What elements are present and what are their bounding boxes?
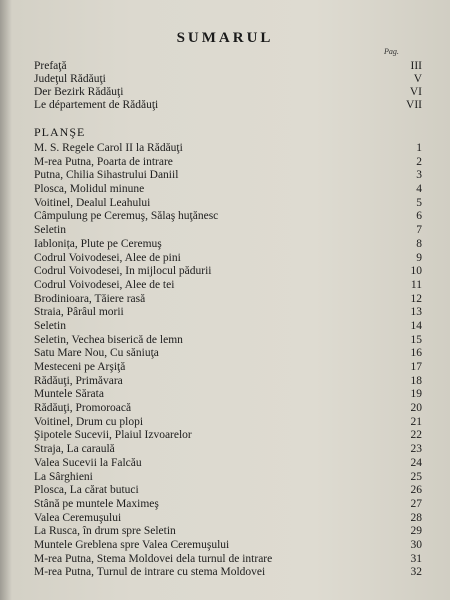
page-column-label: Pag. [384, 47, 399, 56]
toc-entry-title: M-rea Putna, Stema Moldovei dela turnul de intrare [34, 552, 273, 565]
toc-entry [34, 347, 422, 361]
toc-entry-page: 24 [410, 456, 422, 469]
toc-entry-title: Codrul Voivodesei, In mijlocul pădurii [34, 265, 212, 278]
toc-entry-title: Seletin [34, 224, 66, 237]
toc-entry-title: Codrul Voivodesei, Alee de pini [34, 251, 181, 264]
toc-entry-page: 19 [410, 388, 422, 401]
toc-entry-title: Der Bezirk Rădăuţi [34, 86, 124, 98]
toc-entry-title: Plosca, Molidul minune [34, 183, 145, 196]
toc-entry [34, 278, 422, 293]
toc-entry-page: III [410, 60, 422, 72]
toc-entry-title: Iablonița, Plute pe Ceremuş [34, 237, 162, 250]
toc-entry [34, 60, 422, 72]
toc-entry-title: Codrul Voivodesei, Alee de tei [34, 278, 175, 291]
toc-entry-page: 22 [410, 429, 422, 442]
toc-entry [34, 237, 422, 252]
toc-entry [34, 183, 422, 197]
toc-entry-page: 11 [410, 278, 422, 291]
toc-entry [34, 443, 422, 457]
toc-entry [34, 456, 422, 471]
toc-entry-title: Seletin [34, 319, 66, 332]
toc-entry [34, 566, 422, 580]
toc-entry [34, 196, 422, 211]
toc-entry [34, 525, 422, 539]
toc-entry [34, 415, 422, 430]
toc-entry-title: Straia, Pârâul morii [34, 306, 124, 319]
toc-entry-title: Plosca, La cărat butuci [34, 484, 139, 497]
toc-entry-page: 29 [410, 525, 422, 538]
toc-entry-title: Stână pe muntele Maximeş [34, 497, 159, 510]
toc-entry-page: 17 [410, 361, 422, 373]
toc-entry-page: VI [409, 86, 422, 98]
toc-entry-title: Voitinel, Dealul Leahului [34, 196, 151, 209]
toc-entry [34, 552, 422, 567]
toc-entry-page: 12 [410, 292, 422, 305]
toc-entry [34, 333, 422, 348]
toc-entry [34, 402, 422, 416]
toc-entry-title: Rădăuţi, Primăvara [34, 374, 123, 387]
toc-entry-title: Valea Ceremuşului [34, 511, 122, 524]
toc-entry-page: 15 [410, 333, 422, 346]
toc-entry [34, 86, 422, 98]
toc-entry-title: Judeţul Rădăuţi [34, 73, 106, 85]
toc-entry-page: 7 [416, 224, 422, 237]
toc-entry [34, 169, 422, 183]
toc-entry-page: 9 [416, 251, 422, 264]
toc-entry [34, 538, 422, 553]
toc-entry-title: Rădăuţi, Promoroacă [34, 402, 132, 415]
toc-entry-page: 27 [410, 497, 422, 510]
toc-entry-page: 31 [410, 552, 422, 565]
plates-list [34, 142, 422, 580]
toc-entry-title: Le département de Rădăuţi [34, 99, 159, 111]
toc-entry-title: Muntele Greblena spre Valea Ceremuşului [34, 538, 230, 551]
toc-entry [34, 99, 422, 111]
toc-entry [34, 429, 422, 443]
toc-entry-title: Seletin, Vechea biserică de lemn [34, 333, 183, 346]
front-matter-list [34, 60, 422, 111]
toc-entry [34, 292, 422, 307]
toc-entry [34, 497, 422, 512]
toc-entry [34, 73, 422, 85]
toc-entry-title: Câmpulung pe Ceremuş, Sălaş huţănesc [34, 210, 219, 223]
toc-entry [34, 265, 422, 279]
toc-entry-page: 23 [410, 443, 422, 456]
toc-entry-page: 4 [416, 183, 422, 196]
toc-entry-title: La Rusca, în drum spre Seletin [34, 525, 176, 538]
toc-entry-page: 28 [410, 511, 422, 524]
toc-entry-page: VII [406, 99, 422, 111]
toc-entry-page: 16 [410, 347, 422, 360]
toc-entry-title: M-rea Putna, Turnul de intrare cu stema Moldovei [34, 566, 266, 579]
toc-entry-title: Şipotele Sucevii, Plaiul Izvoarelor [34, 429, 192, 442]
toc-entry [34, 511, 422, 526]
toc-entry-title: Putna, Chilia Sihastrului Daniil [34, 169, 179, 182]
toc-entry-page: 30 [410, 538, 422, 551]
toc-entry-page: 32 [410, 566, 422, 579]
toc-entry-title: M-rea Putna, Poarta de intrare [34, 155, 173, 168]
toc-entry-page: 13 [410, 306, 422, 319]
toc-entry [34, 388, 422, 402]
toc-entry-title: Straja, La caraulă [34, 443, 115, 456]
toc-entry-page: 20 [410, 402, 422, 415]
toc-entry-title: Satu Mare Nou, Cu săniuţa [34, 347, 159, 360]
toc-entry [34, 210, 422, 224]
toc-entry [34, 251, 422, 266]
toc-entry-title: Prefaţă [34, 60, 67, 72]
toc-entry-page: 14 [410, 319, 422, 332]
toc-entry-title: M. S. Regele Carol II la Rădăuţi [34, 142, 183, 154]
toc-entry [34, 142, 422, 156]
toc-entry-page: 10 [410, 265, 422, 278]
toc-entry-page: 2 [416, 155, 422, 168]
toc-entry-page: 26 [410, 484, 422, 497]
plates-heading: PLANŞE [34, 125, 86, 139]
toc-entry-page: 25 [410, 470, 422, 483]
page-gutter-shadow [0, 0, 12, 600]
toc-entry-page: 5 [416, 196, 422, 209]
toc-entry [34, 361, 422, 375]
toc-entry-page: 8 [416, 237, 422, 250]
toc-entry-page: 3 [416, 169, 422, 182]
toc-entry [34, 224, 422, 238]
toc-entry-page: 6 [416, 210, 422, 223]
toc-entry-page: 18 [410, 374, 422, 387]
toc-entry-page: 1 [416, 142, 422, 154]
toc-entry-title: La Sârghieni [34, 470, 93, 483]
toc-entry [34, 319, 422, 334]
toc-entry-title: Mesteceni pe Arşiţă [34, 361, 126, 373]
toc-entry-title: Valea Sucevii la Falcău [34, 456, 142, 469]
toc-entry-title: Muntele Sărata [34, 388, 104, 401]
toc-entry-page: V [413, 73, 422, 85]
toc-entry [34, 484, 422, 498]
toc-entry-title: Brodinioara, Tăiere rasă [34, 292, 146, 305]
toc-entry [34, 155, 422, 170]
toc-entry [34, 374, 422, 389]
page-title: SUMARUL [176, 30, 274, 46]
toc-entry-title: Voitinel, Drum cu plopi [34, 415, 144, 428]
toc-entry [34, 306, 422, 320]
toc-entry [34, 470, 422, 485]
toc-entry-page: 21 [410, 415, 422, 428]
